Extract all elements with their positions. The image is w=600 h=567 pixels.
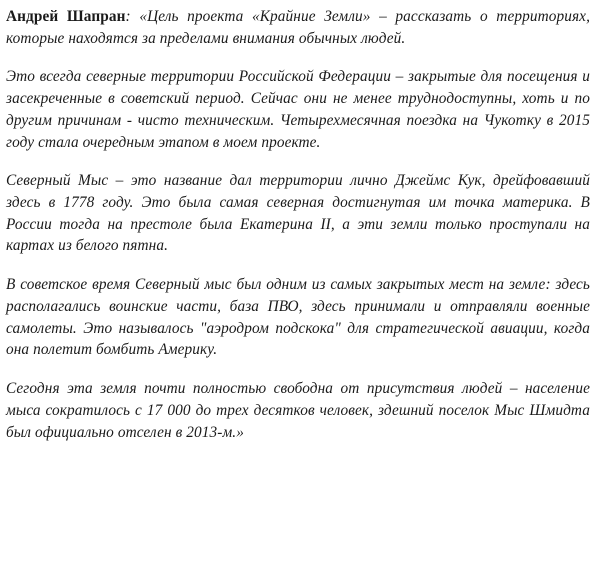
paragraph-intro: [6, 6, 590, 49]
paragraph-3: Северный Мыс – это название дал территории лично Джеймс Кук, дрейфовавший здесь в 1778 году. Это была самая северная достигнутая им точка материка. В России тогда на престоле была Екатерина II, а эти земли только проступали на картах из белого пятна.: [6, 172, 590, 255]
paragraph-4: В советское время Северный мыс был одним из самых закрытых мест на земле: здесь располагались воинские части, база ПВО, здесь принимали и отправляли военные самолеты. Это называлось "аэродром подскока" для стратегической авиации, когда она полетит бомбить Америку.: [6, 276, 590, 359]
speaker-name: Андрей Шапран: [6, 8, 126, 25]
paragraph-text: «Цель проекта «Крайние Земли» – рассказать о территориях, которые находятся за пределами внимания обычных людей.: [6, 8, 590, 47]
speaker-separator: :: [125, 8, 140, 25]
paragraph-2: Это всегда северные территории Российской Федерации – закрытые для посещения и засекреченные в советский период. Сейчас они не менее труднодоступны, хоть и по другим причинам - чисто техническим. Четырехмесячная поездка на Чукотку в 2015 году стала очередным этапом в моем проекте.: [6, 68, 590, 151]
paragraph-5: Сегодня эта земля почти полностью свободна от присутствия людей – население мыса сократилось с 17 000 до трех десятков человек, здешний поселок Мыс Шмидта был официально отселен в 2013-м.»: [6, 380, 590, 441]
